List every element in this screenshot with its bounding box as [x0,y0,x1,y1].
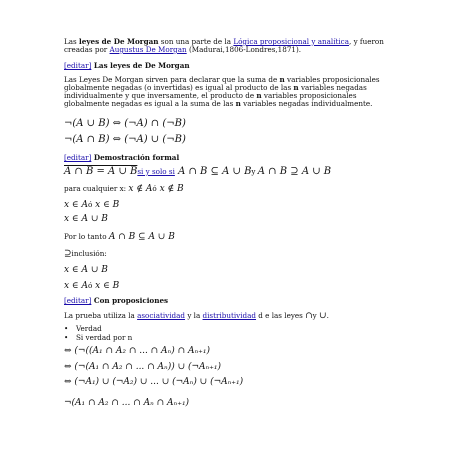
por-lo-tanto-line [64,232,175,243]
formula-step-4 [64,280,119,292]
link-asociatividad[interactable]: asociatividad [137,311,186,320]
bold-n: n [256,91,262,100]
cap-symbol: ∩ [305,311,313,321]
eq-left: A ∩ B = A ∪ B [64,166,138,177]
para-text: variables negadas individualmente. [240,99,373,108]
word-o: ó [87,281,93,290]
intro-text: Las [64,37,80,46]
step4-a: x ∈ A [64,281,88,291]
formula-equivalence [64,166,331,178]
eq-right-1: A ∩ B ⊆ A ∪ B [174,166,252,177]
prueba-text: d e las leyes [256,311,306,320]
por-lo-tanto-text: Por lo tanto [64,232,109,241]
por-lo-tanto-math: A ∩ B ⊆ A ∪ B [108,232,175,242]
eq-right-2: A ∩ B ⊇ A ∪ B [257,166,332,177]
para-text: variables proposicionales [284,75,380,84]
cualquier-math-2: x ∉ B [156,184,184,194]
section-title: Demostración formal [91,153,180,162]
word-y: y [312,311,320,320]
formula-demorgan-2: ¬(A ∩ B) ⇔ (¬A) ∪ (¬B) [64,134,186,145]
prueba-line [64,311,329,321]
section-header-leyes [64,61,190,70]
para-text: individualmente y que inversamente, el producto de [64,91,257,100]
step4-b: x ∈ B [92,281,120,291]
para-text: globalmente negadas (o invertidas) es igual al producto de las [64,83,294,92]
inclusion-text: inclusión: [71,249,107,258]
formula-prop-2: ⇔ (¬(A₁ ∩ A₂ ∩ ... ∩ Aₙ)) ∪ (¬Aₙ₊₁) [64,362,222,372]
edit-link[interactable]: [editar] [64,296,92,305]
step1-a: x ∈ A [64,200,88,210]
link-si-solo-si[interactable]: si y solo si [137,167,175,176]
link-augustus[interactable]: Augustus De Morgan [109,45,187,54]
bold-n: n [235,99,241,108]
para-text: globalmente negadas es igual a la suma de las [64,99,236,108]
word-y: y [251,167,258,176]
para-text: Las Leyes De Morgan sirven para declarar que la suma de [64,75,280,84]
intro-line-2 [64,45,301,54]
intro-text: , y fueron [349,37,384,46]
formula-step-1 [64,199,119,211]
inclusion-line [64,249,107,260]
formula-step-2: x ∈ A ∪ B [64,214,108,224]
intro-text: creadas por [64,45,110,54]
prueba-text: y la [185,311,203,320]
formula-demorgan-1: ¬(A ∪ B) ⇔ (¬A) ∩ (¬B) [64,118,186,129]
formula-prop-4: ¬(A₁ ∩ A₂ ∩ ... ∩ Aₙ ∩ Aₙ₊₁) [64,398,190,408]
prueba-text: La prueba utiliza la [64,311,138,320]
bullet-list [64,324,132,342]
edit-link[interactable]: [editar] [64,61,92,70]
formula-prop-3: ⇔ (¬A₁) ∪ (¬A₂) ∪ ... ∪ (¬Aₙ) ∪ (¬Aₙ₊₁) [64,377,244,387]
para-line [64,99,372,108]
cup-symbol: ∪ [319,311,327,321]
formula-step-3: x ∈ A ∪ B [64,265,108,275]
cualquier-math: x ∉ A [128,184,153,194]
step1-b: x ∈ B [92,200,120,210]
prueba-text: . [326,311,329,320]
section-title: Con proposiciones [91,296,169,305]
cualquier-line [64,184,184,195]
link-distributividad[interactable]: distributividad [202,311,257,320]
list-item: • Si verdad por n [64,333,132,342]
intro-bold-leyes: leyes de De Morgan [79,37,159,46]
para-text: variables negadas [298,83,367,92]
formula-prop-1: ⇔ (¬((A₁ ∩ A₂ ∩ ... ∩ Aₙ) ∩ Aₙ₊₁) [64,346,210,356]
section-title: Las leyes de De Morgan [91,61,190,70]
link-logica[interactable]: Lógica proposicional y analítica [233,37,349,46]
intro-text: (Madurai,1806-Londres,1871). [186,45,302,54]
word-o: ó [87,200,93,209]
bold-n: n [293,83,299,92]
bold-n: n [279,75,285,84]
edit-link[interactable]: [editar] [64,153,92,162]
superset-symbol: ⊇ [64,249,72,259]
section-header-proposiciones [64,296,168,305]
intro-text: son una parte de la [158,37,234,46]
para-text: variables proposicionales [261,91,357,100]
section-header-demostracion [64,153,179,162]
cualquier-text: para cualquier x: [64,184,129,193]
word-o: ó [152,184,157,193]
list-item: • Verdad [64,324,132,333]
